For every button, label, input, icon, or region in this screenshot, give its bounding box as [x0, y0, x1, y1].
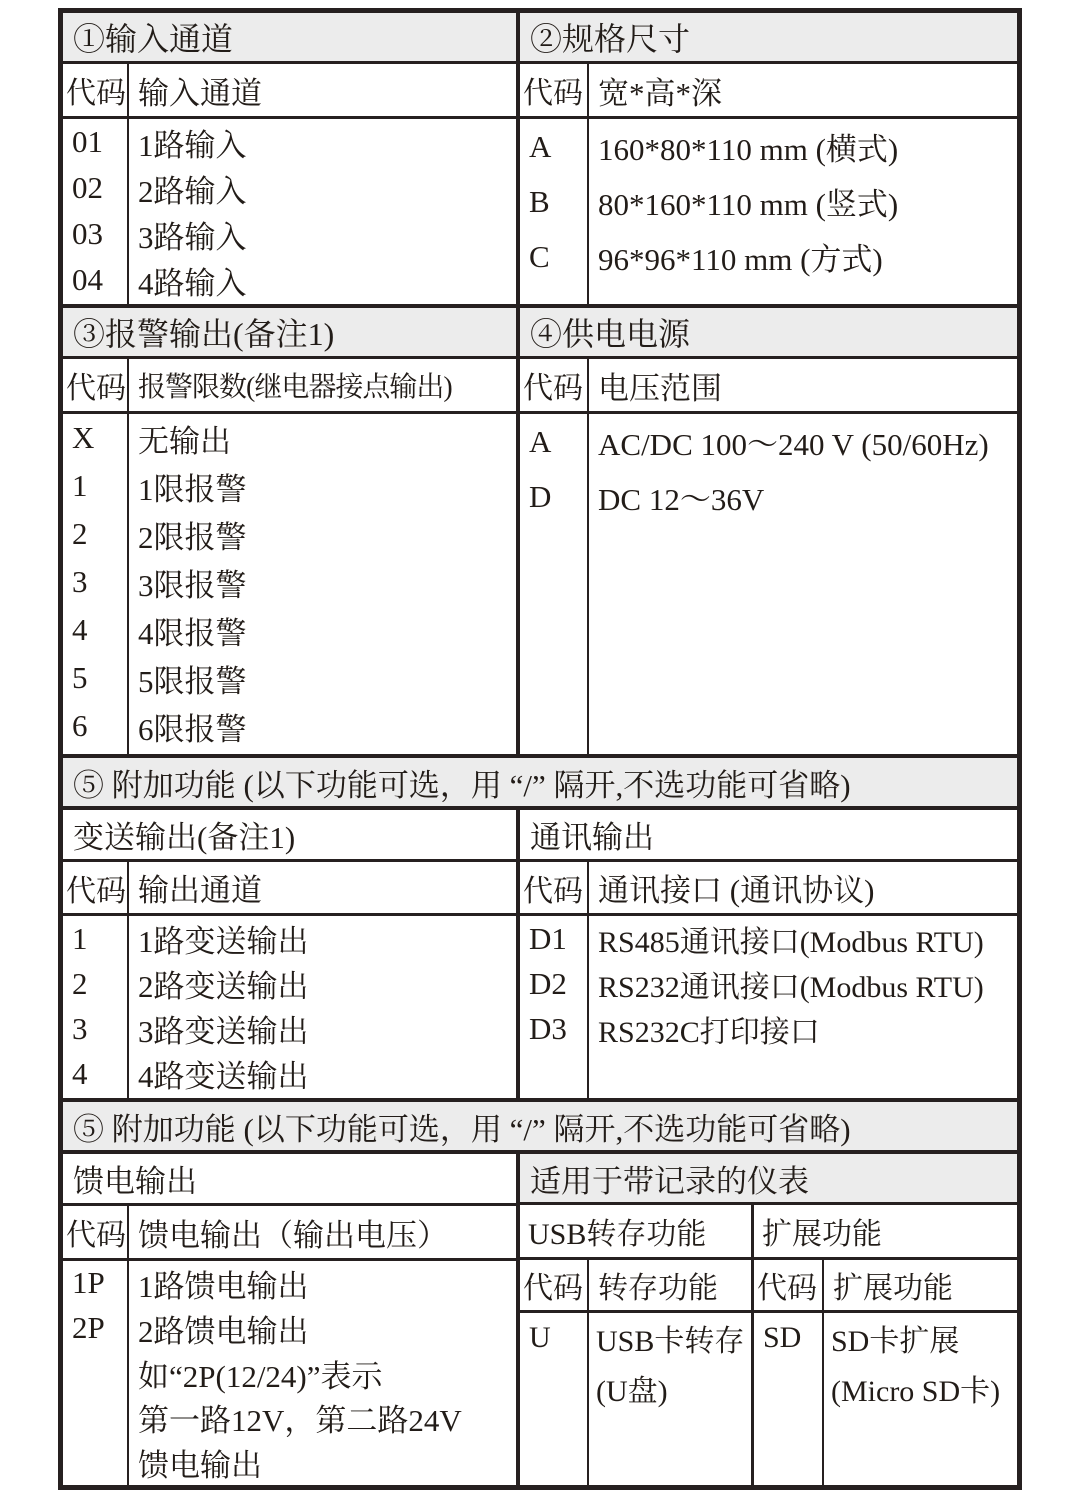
- section-title-addon-functions-1: ⑤ 附加功能 (以下功能可选，用 “/” 隔开,不选功能可省略): [63, 758, 1017, 810]
- comm-table-body: [520, 916, 1017, 1098]
- code-cell: D3: [529, 1010, 567, 1046]
- transmit-output-table: [63, 810, 520, 1098]
- desc-cell: 3路变送输出: [138, 1014, 309, 1049]
- input-table-body: [63, 119, 516, 304]
- power-supply-table: [520, 308, 1017, 754]
- code-cell: 03: [72, 216, 103, 251]
- usb-sd-tables: [520, 1205, 1017, 1485]
- col-header-output-channel: 输出通道: [138, 873, 262, 908]
- section-title-size: ②规格尺寸: [520, 13, 1017, 64]
- desc-cell: 馈电输出: [138, 1448, 262, 1484]
- sd-table-header: [754, 1260, 1017, 1313]
- desc-cell: 如“2P(12/24)”表示: [138, 1358, 383, 1394]
- feed-output-table: [63, 1154, 520, 1485]
- code-cell: SD: [763, 1321, 802, 1354]
- code-column: [63, 1261, 129, 1485]
- alarm-table-header: [63, 359, 516, 414]
- code-cell: 5: [72, 660, 88, 695]
- desc-cell: 5限报警: [138, 663, 247, 699]
- ordering-spec-table: [58, 8, 1022, 1490]
- desc-cell: 2路输入: [138, 173, 247, 209]
- desc-cell: USB卡转存: [596, 1325, 745, 1358]
- code-cell: 6: [72, 708, 88, 743]
- code-cell: D2: [529, 965, 567, 1001]
- subtitle-comm-output: 通讯输出: [520, 810, 1017, 862]
- desc-column: [129, 1261, 516, 1485]
- subtitle-usb-transfer: USB转存功能: [520, 1205, 751, 1260]
- code-cell: U: [529, 1321, 551, 1354]
- desc-column: [589, 916, 1017, 1098]
- col-header-code: 代码: [63, 359, 129, 411]
- subtitle-feed-output: 馈电输出: [63, 1154, 516, 1206]
- comm-output-table: [520, 810, 1017, 1098]
- code-cell: 4: [72, 612, 88, 647]
- code-column: [63, 414, 129, 754]
- section-title-alarm-output: ③报警输出(备注1): [63, 308, 516, 359]
- input-channel-table: [63, 13, 520, 304]
- col-header-voltage-range: 电压范围: [598, 370, 722, 406]
- code-cell: [63, 1440, 127, 1485]
- sd-expansion-table: [754, 1205, 1017, 1485]
- comm-table-header: [520, 862, 1017, 916]
- col-header-transfer-function: 转存功能: [598, 1272, 718, 1305]
- transmit-table-header: [63, 862, 516, 916]
- col-header-code: 代码: [520, 1260, 589, 1310]
- desc-column: [824, 1313, 1017, 1485]
- size-spec-table: [520, 13, 1017, 304]
- code-cell: [63, 1395, 127, 1440]
- subtitle-record-instruments: 适用于带记录的仪表: [520, 1154, 1017, 1205]
- desc-cell: SD卡扩展: [831, 1325, 960, 1358]
- code-column: [520, 1313, 589, 1485]
- desc-cell: 3路输入: [138, 219, 247, 255]
- code-cell: 3: [72, 564, 88, 599]
- code-column: [63, 119, 129, 304]
- code-cell: 1: [72, 468, 88, 503]
- desc-cell: 2限报警: [138, 519, 247, 555]
- desc-cell: RS232C打印接口: [598, 1015, 820, 1049]
- code-cell: 04: [72, 262, 103, 297]
- code-cell: B: [529, 183, 550, 219]
- col-header-code: 代码: [63, 1206, 129, 1258]
- desc-column: [129, 119, 516, 304]
- section-feed-record: [63, 1154, 1017, 1485]
- alarm-table-body: [63, 414, 516, 754]
- feed-table-body: [63, 1261, 516, 1485]
- section-transmit-comm: [63, 810, 1017, 1102]
- record-instrument-tables: [520, 1154, 1017, 1485]
- desc-cell: RS232通讯接口(Modbus RTU): [598, 970, 984, 1004]
- transmit-table-body: [63, 916, 516, 1098]
- desc-cell: 4路输入: [138, 265, 247, 301]
- desc-cell: 2路馈电输出: [138, 1313, 309, 1349]
- code-cell: 01: [72, 124, 103, 159]
- desc-cell: 4路变送输出: [138, 1059, 309, 1094]
- code-cell: A: [529, 423, 552, 459]
- desc-cell: 第一路12V，第二路24V: [138, 1403, 462, 1439]
- code-column: [520, 916, 589, 1098]
- col-header-alarm-limits: 报警限数(继电器接点输出): [138, 372, 452, 403]
- desc-cell: 1路变送输出: [138, 924, 309, 959]
- col-header-code: 代码: [520, 862, 589, 913]
- desc-cell: 6限报警: [138, 711, 247, 747]
- desc-cell: DC 12～36V: [598, 482, 765, 517]
- power-table-body: [520, 414, 1017, 754]
- desc-column: [129, 916, 516, 1098]
- power-table-header: [520, 359, 1017, 414]
- code-column: [63, 916, 129, 1098]
- desc-cell: 无输出: [138, 423, 231, 459]
- section-title-addon-functions-2: ⑤ 附加功能 (以下功能可选，用 “/” 隔开,不选功能可省略): [63, 1102, 1017, 1154]
- code-cell: 02: [72, 170, 103, 205]
- code-column: [520, 414, 589, 754]
- desc-column: [589, 414, 1017, 754]
- section-title-input-channel: ①输入通道: [63, 13, 516, 64]
- desc-column: [589, 119, 1017, 304]
- code-cell: 1: [72, 920, 88, 956]
- code-cell: A: [529, 128, 552, 164]
- code-cell: 1P: [72, 1265, 105, 1301]
- code-cell: D: [529, 478, 552, 514]
- col-header-dimensions: 宽*高*深: [598, 75, 722, 111]
- code-cell: [63, 1351, 127, 1396]
- sd-table-body: [754, 1313, 1017, 1485]
- desc-cell: 160*80*110 mm (横式): [598, 132, 899, 167]
- col-header-comm-interface: 通讯接口 (通讯协议): [598, 873, 875, 908]
- code-cell: X: [72, 420, 95, 455]
- code-cell: 3: [72, 1010, 88, 1046]
- input-table-header: [63, 64, 516, 119]
- col-header-input-channel: 输入通道: [138, 75, 262, 111]
- col-header-feed-voltage: 馈电输出（输出电压）: [138, 1217, 448, 1253]
- desc-cell: (U盘): [596, 1375, 668, 1408]
- size-table-header: [520, 64, 1017, 119]
- desc-cell: 80*160*110 mm (竖式): [598, 187, 899, 222]
- code-cell: D1: [529, 920, 567, 956]
- code-cell: 4: [72, 1055, 88, 1091]
- desc-column: [129, 414, 516, 754]
- section-alarm-power: [63, 308, 1017, 758]
- section-title-power-supply: ④供电电源: [520, 308, 1017, 359]
- desc-cell: 1路输入: [138, 127, 247, 163]
- code-cell: C: [529, 238, 550, 274]
- usb-table-header: [520, 1260, 751, 1313]
- col-header-code: 代码: [63, 862, 129, 913]
- col-header-code: 代码: [63, 64, 129, 116]
- col-header-expansion-function: 扩展功能: [833, 1272, 953, 1305]
- feed-table-header: [63, 1206, 516, 1261]
- desc-cell: RS485通讯接口(Modbus RTU): [598, 925, 984, 959]
- code-cell: 2P: [72, 1310, 105, 1346]
- col-header-code: 代码: [520, 359, 589, 411]
- subtitle-expansion-function: 扩展功能: [754, 1205, 1017, 1260]
- desc-cell: 3限报警: [138, 567, 247, 603]
- desc-column: [589, 1313, 751, 1485]
- size-table-body: [520, 119, 1017, 304]
- desc-cell: 1限报警: [138, 471, 247, 507]
- col-header-code: 代码: [754, 1260, 824, 1310]
- desc-cell: 4限报警: [138, 615, 247, 651]
- desc-cell: 2路变送输出: [138, 969, 309, 1004]
- usb-table-body: [520, 1313, 751, 1485]
- desc-cell: 96*96*110 mm (方式): [598, 242, 883, 277]
- section-input-size: [63, 13, 1017, 308]
- subtitle-transmit-output: 变送输出(备注1): [63, 810, 516, 862]
- code-column: [520, 119, 589, 304]
- desc-cell: (Micro SD卡): [831, 1375, 1001, 1408]
- alarm-output-table: [63, 308, 520, 754]
- code-cell: 2: [72, 516, 88, 551]
- desc-cell: 1路馈电输出: [138, 1268, 309, 1304]
- code-cell: 2: [72, 965, 88, 1001]
- usb-transfer-table: [520, 1205, 754, 1485]
- desc-cell: AC/DC 100～240 V (50/60Hz): [598, 427, 989, 462]
- col-header-code: 代码: [520, 64, 589, 116]
- code-column: [754, 1313, 824, 1485]
